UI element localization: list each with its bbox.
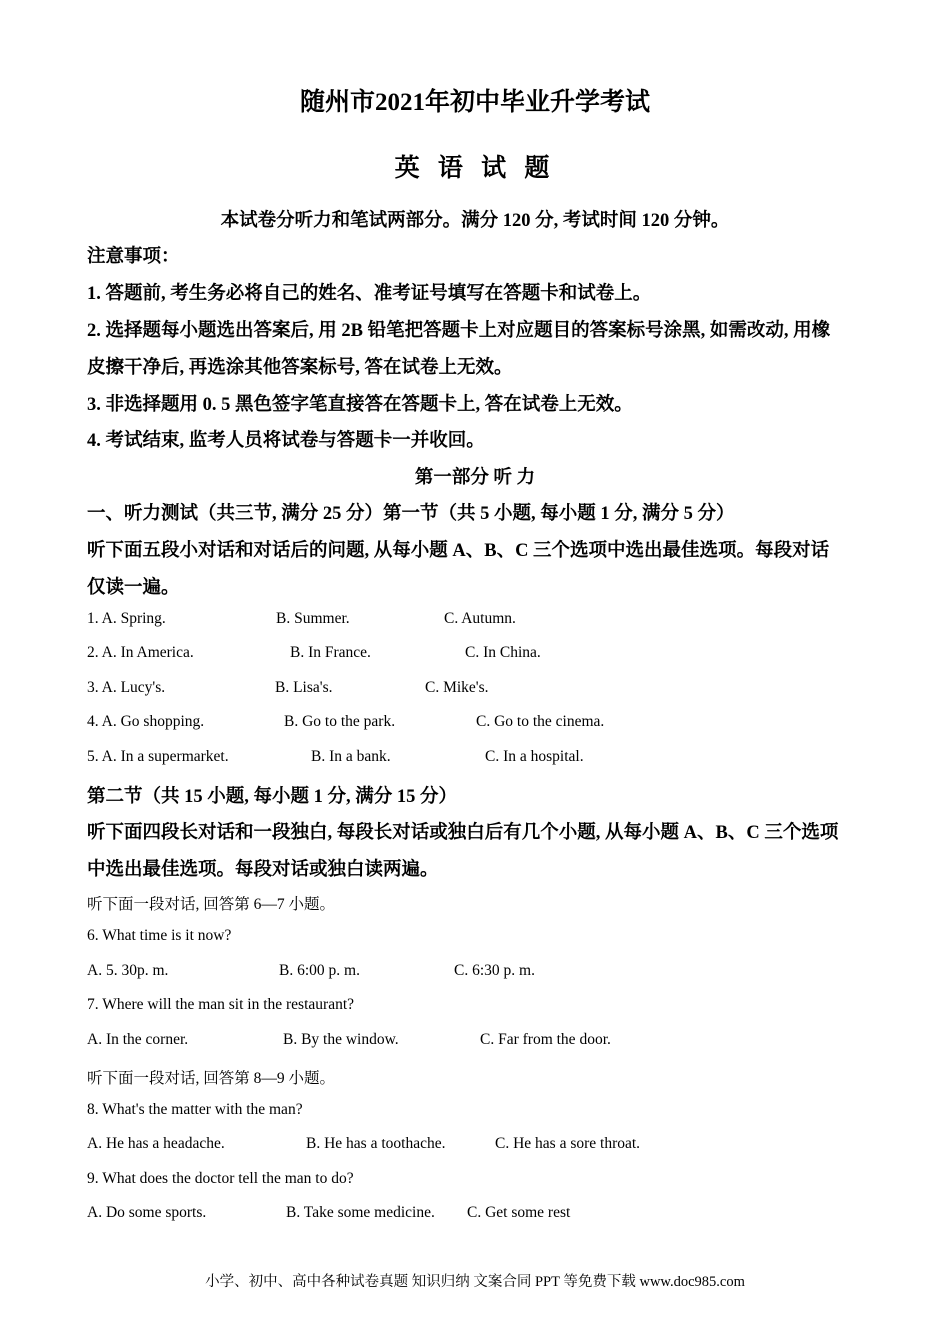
note-item-4: 4. 考试结束, 监考人员将试卷与答题卡一并收回。: [87, 431, 485, 451]
q2-option-c: C. In China.: [465, 644, 541, 661]
q4-option-b: B. Go to the park.: [284, 713, 396, 730]
q6-stem: 6. What time is it now?: [87, 927, 232, 944]
q9-option-c: C. Get some rest: [467, 1204, 571, 1221]
note-item-1: 1. 答题前, 考生务必将自己的姓名、准考证号填写在答题卡和试卷上。: [87, 284, 652, 304]
q6-option-b: B. 6:00 p. m.: [279, 962, 360, 979]
page-footer: 小学、初中、高中各种试卷真题 知识归纳 文案合同 PPT 等免费下载 www.doc985.com: [205, 1274, 745, 1290]
q7-option-a: A. In the corner.: [87, 1031, 189, 1048]
q5-option-a: 5. A. In a supermarket.: [87, 748, 229, 765]
q7-option-c: C. Far from the door.: [480, 1031, 611, 1048]
note-item-3: 3. 非选择题用 0. 5 黑色签字笔直接答在答题卡上, 答在试卷上无效。: [87, 395, 633, 415]
q6-option-a: A. 5. 30p. m.: [87, 962, 169, 979]
dialog1-note: 听下面一段对话, 回答第 6—7 小题。: [87, 896, 336, 913]
q9-option-b: B. Take some medicine.: [286, 1204, 435, 1221]
dialog2-note: 听下面一段对话, 回答第 8—9 小题。: [87, 1070, 336, 1087]
exam-subtitle: 英 语 试 题: [394, 155, 556, 182]
q8-option-b: B. He has a toothache.: [306, 1135, 446, 1152]
section2-title: 第二节（共 15 小题, 每小题 1 分, 满分 15 分）: [87, 787, 458, 807]
q5-option-b: B. In a bank.: [311, 748, 391, 765]
q1-option-b: B. Summer.: [276, 610, 350, 627]
q4-option-a: 4. A. Go shopping.: [87, 713, 205, 730]
part1-instruction-line-2: 仅读一遍。: [87, 578, 180, 598]
q2-option-b: B. In France.: [290, 644, 371, 661]
q3-option-b: B. Lisa's.: [275, 679, 333, 696]
section2-instruction-line-2: 中选出最佳选项。每段对话或独白读两遍。: [87, 860, 439, 880]
q3-option-a: 3. A. Lucy's.: [87, 679, 166, 696]
q4-option-c: C. Go to the cinema.: [476, 713, 605, 730]
part1-instruction-line-1: 听下面五段小对话和对话后的问题, 从每小题 A、B、C 三个选项中选出最佳选项。每段对话: [87, 541, 830, 561]
q8-option-a: A. He has a headache.: [87, 1135, 225, 1152]
q5-option-c: C. In a hospital.: [485, 748, 584, 765]
exam-intro: 本试卷分听力和笔试两部分。满分 120 分, 考试时间 120 分钟。: [220, 211, 730, 231]
q8-option-c: C. He has a sore throat.: [495, 1135, 641, 1152]
q1-option-c: C. Autumn.: [444, 610, 516, 627]
q8-stem: 8. What's the matter with the man?: [87, 1101, 303, 1118]
q9-stem: 9. What does the doctor tell the man to do?: [87, 1170, 354, 1187]
notes-heading: 注意事项：: [87, 247, 180, 267]
part1-section-title: 一、听力测试（共三节, 满分 25 分）第一节（共 5 小题, 每小题 1 分, 满分 5 分）: [87, 504, 735, 524]
q3-option-c: C. Mike's.: [425, 679, 489, 696]
q9-option-a: A. Do some sports.: [87, 1204, 207, 1221]
exam-title: 随州市2021年初中毕业升学考试: [299, 89, 650, 116]
q7-option-b: B. By the window.: [283, 1031, 399, 1048]
q1-option-a: 1. A. Spring.: [87, 610, 166, 627]
section2-instruction-line-1: 听下面四段长对话和一段独白, 每段长对话或独白后有几个小题, 从每小题 A、B、C 三个选项: [87, 823, 839, 843]
q6-option-c: C. 6:30 p. m.: [454, 962, 535, 979]
q7-stem: 7. Where will the man sit in the restaurant?: [87, 996, 355, 1013]
q2-option-a: 2. A. In America.: [87, 644, 194, 661]
part1-heading: 第一部分 听 力: [414, 468, 536, 488]
note-item-2-line-2: 皮擦干净后, 再选涂其他答案标号, 答在试卷上无效。: [87, 358, 513, 378]
note-item-2-line-1: 2. 选择题每小题选出答案后, 用 2B 铅笔把答题卡上对应题目的答案标号涂黑, 如需改动, 用橡: [87, 321, 831, 341]
